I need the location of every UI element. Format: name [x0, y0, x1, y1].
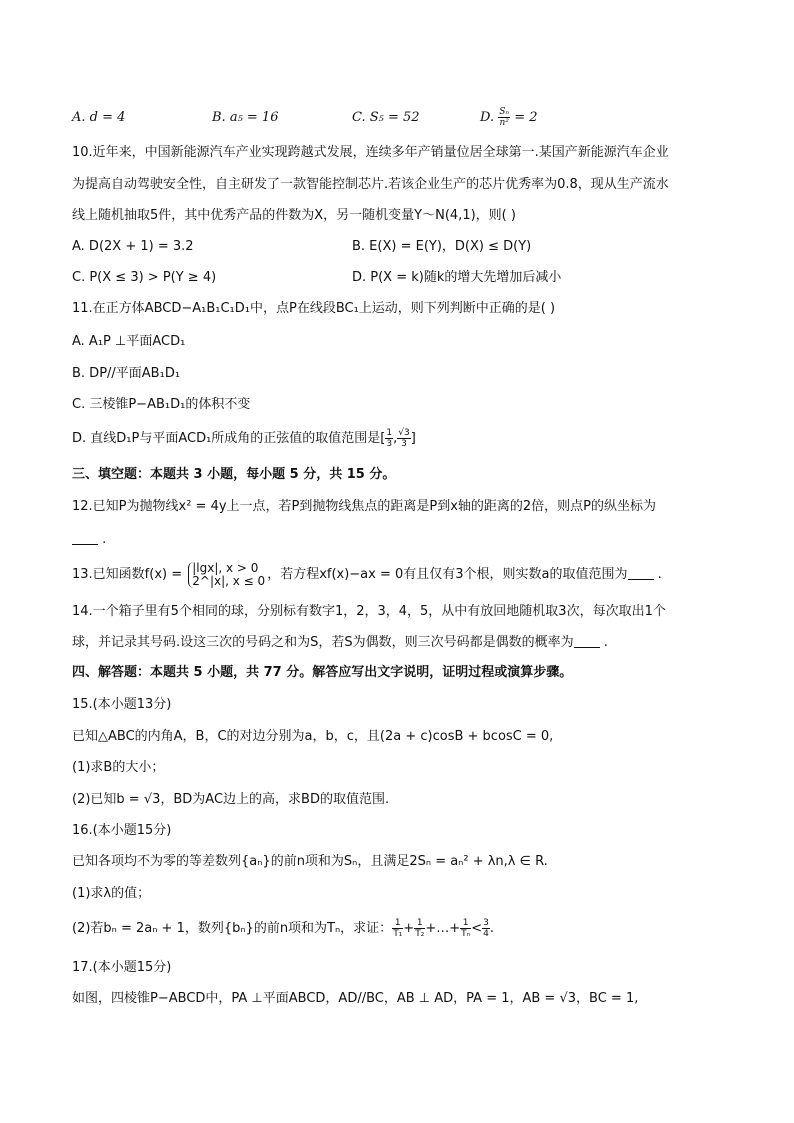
q15-part-2: (2)已知b = √3，BD为AC边上的高，求BD的取值范围. [72, 792, 390, 807]
q16-fraction-1: $\frac{1}{\text{T₁}}$ [393, 918, 403, 939]
q10-line-3: 线上随机抽取5件，其中优秀产品的件数为X，另一随机变量Y～N(4,1)，则( ) [72, 208, 516, 223]
q15-heading: 15.(本小题13分) [72, 697, 172, 712]
q9-option-d-fraction: $\frac{\text{Sₙ}}{\text{n²}}$ [499, 107, 510, 128]
q17-stem: 如图，四棱锥P−ABCD中，PA ⊥平面ABCD，AD//BC，AB ⊥ AD，PA = 1，AB = √3，BC = 1, [72, 991, 639, 1006]
q14-line-1: 14.一个箱子里有5个相同的球，分别标有数字1，2，3，4，5，从中有放回地随机取3次，每次取出1个 [72, 604, 666, 619]
q16-fraction-n: $\frac{1}{\text{Tₙ}}$ [461, 918, 471, 939]
section-3-heading: 三、填空题：本题共 3 小题，每小题 5 分，共 15 分。 [72, 467, 396, 482]
q9-option-c: C. S₅ = 52 [352, 110, 420, 125]
q9-option-d: D. $\frac{\text{Sₙ}}{\text{n²}}$ = 2 [480, 107, 538, 128]
q10-option-c: C. P(X ≤ 3) > P(Y ≥ 4) [72, 270, 217, 285]
q11-option-c: C. 三棱锥P−AB₁D₁的体积不变 [72, 397, 251, 412]
q16-part-2: (2)若bₙ = 2aₙ + 1，数列{bₙ}的前n项和为Tₙ，求证： $\frac{1}{\text{T₁}}$ + $\frac{1}{\text{T₂}}$ +…+ $\frac{1}{\text{Tₙ}}$ < $\frac{3}{4}$ . [72, 918, 494, 939]
q13-answer-blank[interactable] [628, 567, 654, 580]
q10-option-d: D. P(X = k)随k的增大先增加后减小 [352, 270, 562, 285]
q12-answer-blank[interactable] [72, 532, 98, 545]
q17-heading: 17.(本小题15分) [72, 960, 172, 975]
q9-option-b: B. a₅ = 16 [212, 110, 279, 125]
q9-option-a: A. d = 4 [72, 110, 126, 125]
q10-option-a: A. D(2X + 1) = 3.2 [72, 239, 194, 254]
section-4-heading: 四、解答题：本题共 5 小题，共 77 分。解答应写出文字说明，证明过程或演算步骤。 [72, 665, 573, 680]
q16-fraction-2: $\frac{1}{\text{T₂}}$ [415, 918, 425, 939]
q15-part-1: (1)求B的大小； [72, 760, 165, 775]
q11-option-d: D. 直线D₁P与平面ACD₁所成角的正弦值的取值范围是[ $\frac{1}{3}$ , $\frac{√3}{3}$ ] [72, 428, 416, 449]
q16-heading: 16.(本小题15分) [72, 823, 172, 838]
q14-answer-blank[interactable] [574, 635, 600, 648]
q11-option-b: B. DP//平面AB₁D₁ [72, 366, 181, 381]
q11-option-a: A. A₁P ⊥平面ACD₁ [72, 334, 186, 349]
q16-part-1: (1)求λ的值； [72, 886, 151, 901]
q10-line-1: 10.近年来，中国新能源汽车产业实现跨越式发展，连续多年产销量位居全球第一.某国产新能源汽车企业 [72, 145, 669, 160]
q10-option-b: B. E(X) = E(Y)，D(X) ≤ D(Y) [352, 239, 532, 254]
q11-stem: 11.在正方体ABCD−A₁B₁C₁D₁中，点P在线段BC₁上运动，则下列判断中正确的是( ) [72, 301, 556, 316]
q11-fraction-2: $\frac{√3}{3}$ [398, 428, 410, 449]
q13-line: 13.已知函数f(x) = |lgx|, x > 0 2^|x|, x ≤ 0 ，若方程xf(x)−ax = 0有且仅有3个根，则实数a的取值范围为 . [72, 560, 662, 588]
q10-line-2: 为提高自动驾驶安全性，自主研发了一款智能控制芯片.若该企业生产的芯片优秀率为0.8，现从生产流水 [72, 177, 669, 192]
q12-line-2: . [72, 530, 106, 550]
q9-options [72, 106, 732, 130]
q11-fraction-1: $\frac{1}{3}$ [386, 428, 393, 449]
q15-stem: 已知△ABC的内角A，B，C的对边分别为a，b，c，且(2a + c)cosB + bcosC = 0, [72, 729, 554, 744]
q12-line-1: 12.已知P为抛物线x² = 4y上一点，若P到抛物线焦点的距离是P到x轴的距离的2倍，则点P的纵坐标为 [72, 499, 657, 514]
q14-line-2: 球，并记录其号码.设这三次的号码之和为S，若S为偶数，则三次号码都是偶数的概率为 . [72, 635, 608, 650]
q13-piecewise: |lgx|, x > 0 2^|x|, x ≤ 0 [188, 562, 265, 588]
q16-fraction-rhs: $\frac{3}{4}$ [483, 918, 489, 939]
q16-stem: 已知各项均不为零的等差数列{aₙ}的前n项和为Sₙ，且满足2Sₙ = aₙ² + λn,λ ∈ R. [72, 854, 548, 869]
